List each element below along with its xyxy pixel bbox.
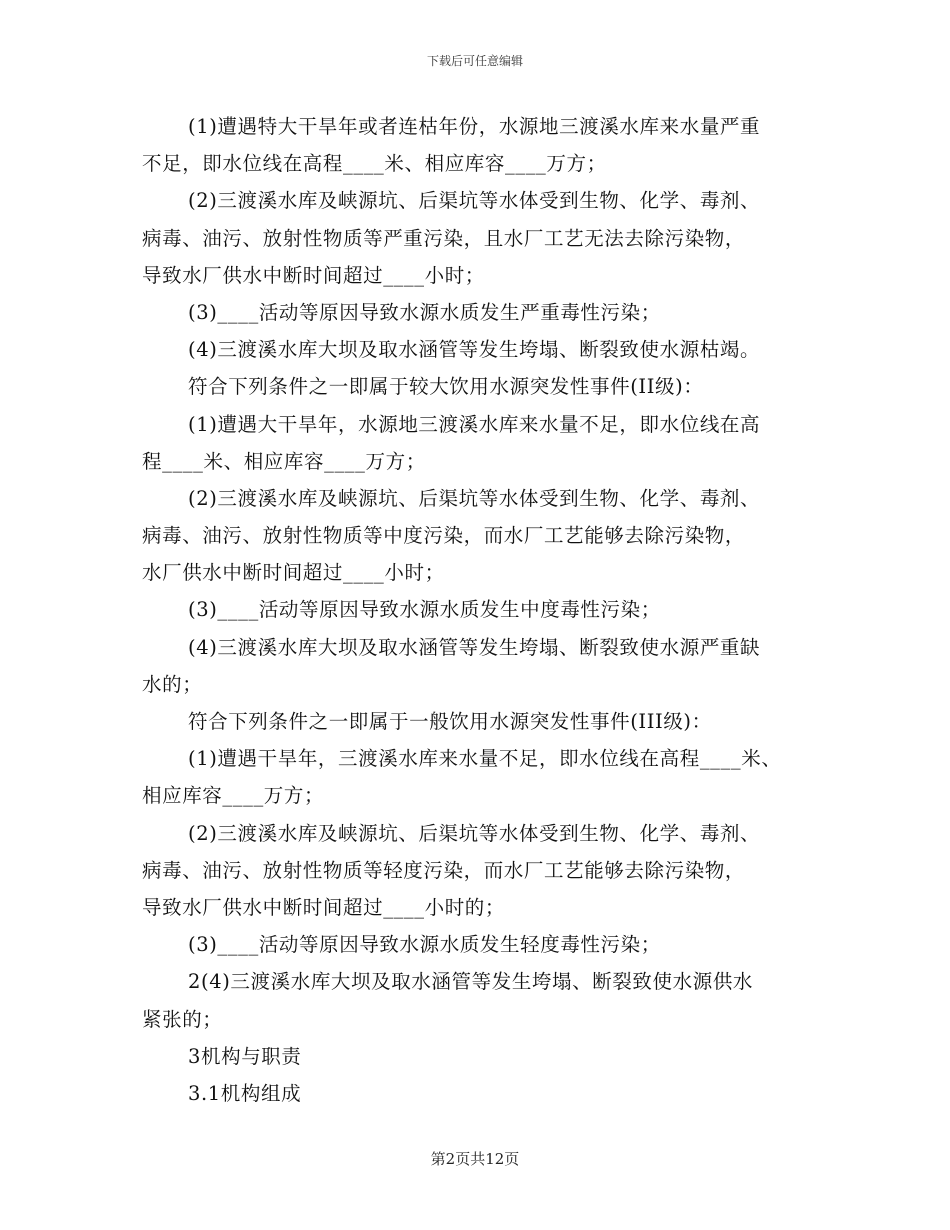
text-line: 水的；	[142, 672, 203, 696]
text-line: (4)三渡溪水库大坝及取水涵管等发生垮塌、断裂致使水源严重缺	[188, 635, 761, 659]
page-footer: 第2页共12页	[430, 1150, 520, 1168]
text-line: 2(4)三渡溪水库大坝及取水涵管等发生垮塌、断裂致使水源供水	[188, 970, 754, 994]
text-line: 病毒、油污、放射性物质等轻度污染，而水厂工艺能够去除污染物，	[142, 858, 746, 882]
text-line: 水厂供水中断时间超过____小时；	[142, 561, 445, 585]
text-line: 符合下列条件之一即属于较大饮用水源突发性事件(II级)：	[188, 375, 704, 399]
text-line: 不足，即水位线在高程____米、相应库容____万方；	[142, 152, 607, 176]
text-line: (3)____活动等原因导致水源水质发生严重毒性污染；	[188, 300, 661, 324]
text-line: 导致水厂供水中断时间超过____小时的；	[142, 895, 506, 919]
text-line: 病毒、油污、放射性物质等严重污染，且水厂工艺无法去除污染物，	[142, 226, 746, 250]
text-line: (1)遭遇大干旱年，水源地三渡溪水库来水量不足，即水位线在高	[188, 412, 761, 436]
text-line: 程____米、相应库容____万方；	[142, 449, 426, 473]
document-body	[142, 108, 832, 1112]
text-line: (3)____活动等原因导致水源水质发生轻度毒性污染；	[188, 933, 661, 957]
page-header: 下载后可任意编辑	[426, 54, 523, 68]
section-heading: 3机构与职责	[188, 1044, 302, 1068]
text-line: 符合下列条件之一即属于一般饮用水源突发性事件(III级)：	[188, 710, 712, 733]
subsection-heading: 3.1机构组成	[188, 1081, 302, 1105]
text-line: (3)____活动等原因导致水源水质发生中度毒性污染；	[188, 598, 661, 622]
text-line: (2)三渡溪水库及峡源坑、后渠坑等水体受到生物、化学、毒剂、	[188, 486, 761, 510]
text-line: (2)三渡溪水库及峡源坑、后渠坑等水体受到生物、化学、毒剂、	[188, 821, 761, 845]
text-line: 相应库容____万方；	[142, 784, 325, 808]
text-line: 病毒、油污、放射性物质等中度污染，而水厂工艺能够去除污染物，	[142, 524, 746, 548]
text-line: (2)三渡溪水库及峡源坑、后渠坑等水体受到生物、化学、毒剂、	[188, 189, 761, 213]
text-line: (1)遭遇干旱年，三渡溪水库来水量不足，即水位线在高程____米、	[188, 747, 782, 771]
text-line: (4)三渡溪水库大坝及取水涵管等发生垮塌、断裂致使水源枯竭。	[188, 338, 761, 362]
text-line: 导致水厂供水中断时间超过____小时；	[142, 263, 485, 287]
text-line: (1)遭遇特大干旱年或者连枯年份，水源地三渡溪水库来水量严重	[188, 115, 761, 138]
text-line: 紧张的；	[142, 1007, 223, 1031]
